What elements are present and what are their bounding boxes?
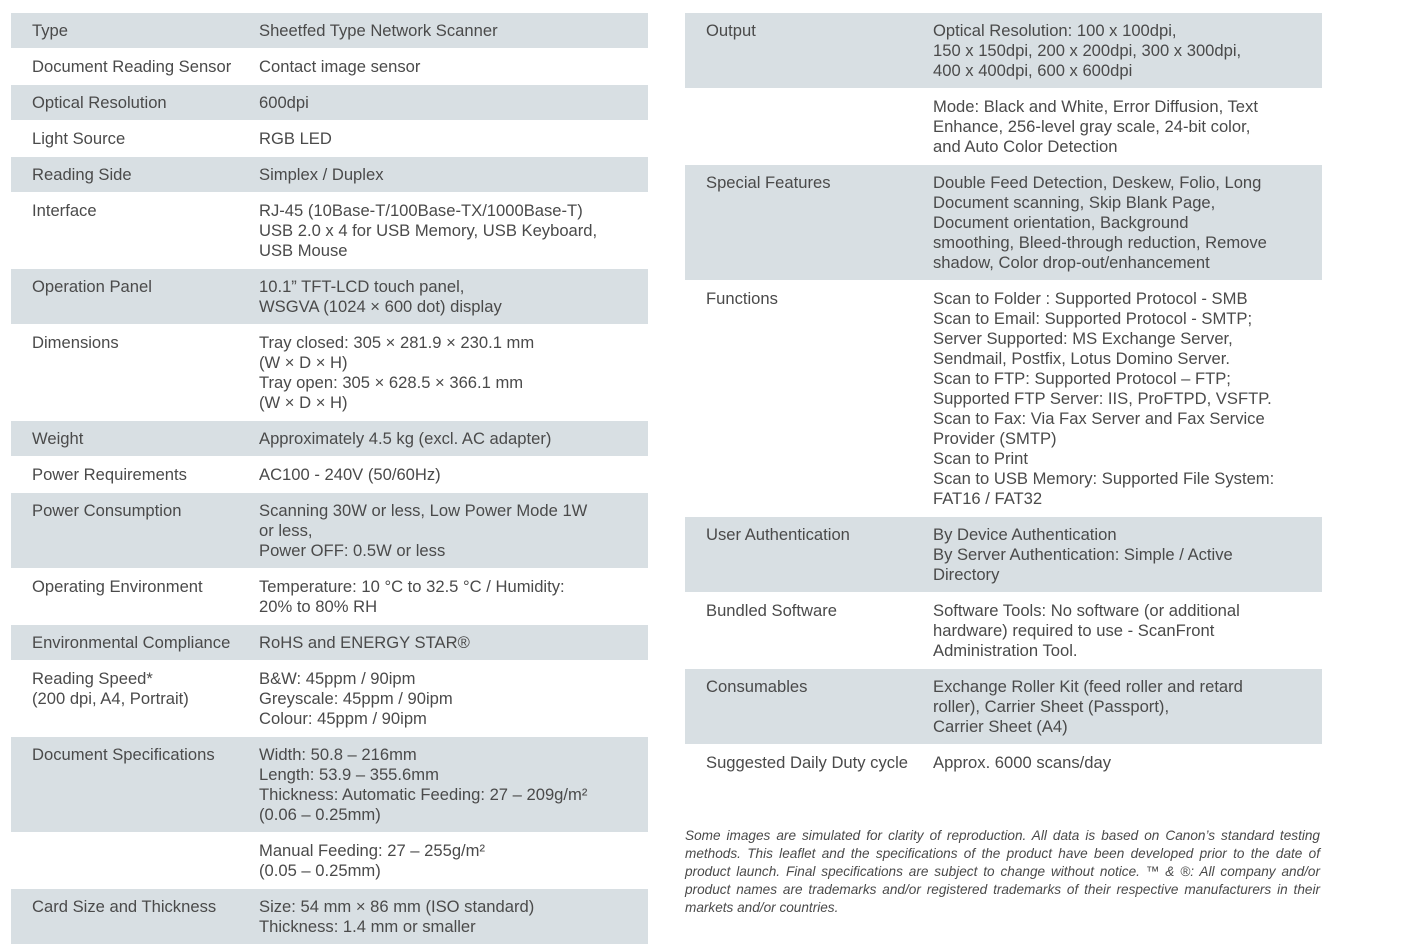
spec-value-line: Contact image sensor — [259, 57, 421, 76]
spec-row — [11, 325, 648, 420]
spec-value-line: B&W: 45ppm / 90ipm — [259, 669, 416, 688]
spec-value-line: Manual Feeding: 27 – 255g/m² — [259, 841, 486, 860]
spec-label-line: Consumables — [706, 677, 808, 696]
spec-row — [685, 745, 1322, 780]
spec-value-line: USB 2.0 x 4 for USB Memory, USB Keyboard, — [259, 221, 598, 240]
disclaimer-footnote: Some images are simulated for clarity of reproduction. All data is based on Canon’s standard testing methods. This leaflet and the specifications of the product have been developed prior to the date of product launch. Final specifications are subject to change without notice. ™ & ®: All company and/or product names are trademarks and/or registered trademarks of their respective manufacturers in their markets and/or countries. — [685, 828, 1320, 915]
spec-row — [11, 569, 648, 624]
spec-value — [933, 525, 1322, 585]
spec-label — [11, 57, 259, 77]
spec-value-line: Power OFF: 0.5W or less — [259, 541, 446, 560]
spec-label-line: Bundled Software — [706, 601, 837, 620]
spec-value-line: Greyscale: 45ppm / 90ipm — [259, 689, 453, 708]
spec-value — [933, 677, 1322, 737]
spec-value — [933, 21, 1322, 81]
spec-label-line: Type — [32, 21, 68, 40]
spec-value-line: Enhance, 256-level gray scale, 24-bit color, — [933, 117, 1251, 136]
spec-label — [11, 745, 259, 825]
spec-label-line: Reading Speed* — [32, 669, 153, 688]
spec-label — [11, 633, 259, 653]
spec-label — [11, 577, 259, 617]
spec-label — [11, 333, 259, 413]
spec-value — [933, 97, 1322, 157]
spec-value-line: By Device Authentication — [933, 525, 1117, 544]
spec-value-line: Software Tools: No software (or additional — [933, 601, 1240, 620]
spec-value-line: Scan to USB Memory: Supported File System: — [933, 469, 1275, 488]
spec-row — [11, 457, 648, 492]
spec-row — [685, 517, 1322, 592]
spec-value-line: Tray closed: 305 × 281.9 × 230.1 mm — [259, 333, 535, 352]
spec-value — [259, 745, 648, 825]
spec-value-line: FAT16 / FAT32 — [933, 489, 1043, 508]
spec-row — [685, 593, 1322, 668]
spec-value-line: RoHS and ENERGY STAR® — [259, 633, 470, 652]
spec-value-line: Directory — [933, 565, 1000, 584]
spec-value-line: Width: 50.8 – 216mm — [259, 745, 417, 764]
spec-label — [685, 753, 933, 773]
spec-value-line: Approximately 4.5 kg (excl. AC adapter) — [259, 429, 552, 448]
spec-value — [259, 165, 648, 185]
spec-value-line: Supported FTP Server: IIS, ProFTPD, VSFTP. — [933, 389, 1272, 408]
spec-value — [259, 465, 648, 485]
spec-value-line: Thickness: 1.4 mm or smaller — [259, 917, 476, 936]
spec-value-line: RGB LED — [259, 129, 332, 148]
spec-label — [11, 21, 259, 41]
spec-value — [933, 173, 1322, 273]
spec-value-line: Scan to Folder : Supported Protocol - SMB — [933, 289, 1248, 308]
spec-value-line: Tray open: 305 × 628.5 × 366.1 mm — [259, 373, 524, 392]
spec-value-line: Optical Resolution: 100 x 100dpi, — [933, 21, 1177, 40]
spec-label — [11, 841, 259, 881]
spec-label — [11, 429, 259, 449]
spec-value — [259, 429, 648, 449]
spec-value-line: 20% to 80% RH — [259, 597, 378, 616]
spec-value-line: Scan to Email: Supported Protocol - SMTP; — [933, 309, 1253, 328]
spec-value-line: Sendmail, Postfix, Lotus Domino Server. — [933, 349, 1230, 368]
spec-value-line: Provider (SMTP) — [933, 429, 1057, 448]
spec-value-line: Temperature: 10 °C to 32.5 °C / Humidity: — [259, 577, 565, 596]
spec-label-line: Optical Resolution — [32, 93, 167, 112]
spec-row — [11, 193, 648, 268]
spec-value — [259, 897, 648, 937]
spec-label — [685, 601, 933, 661]
spec-label-line: Light Source — [32, 129, 126, 148]
spec-value — [259, 93, 648, 113]
spec-value-line: Thickness: Automatic Feeding: 27 – 209g/m² — [259, 785, 588, 804]
spec-row — [11, 121, 648, 156]
spec-value — [259, 57, 648, 77]
spec-value-line: roller), Carrier Sheet (Passport), — [933, 697, 1170, 716]
spec-label-line: Suggested Daily Duty cycle — [706, 753, 908, 772]
spec-label-line: Document Specifications — [32, 745, 215, 764]
spec-value-line: USB Mouse — [259, 241, 348, 260]
spec-row — [11, 493, 648, 568]
spec-value — [259, 841, 648, 881]
spec-value-line: smoothing, Bleed-through reduction, Remove — [933, 233, 1267, 252]
spec-label-line: Reading Side — [32, 165, 132, 184]
spec-label — [11, 129, 259, 149]
spec-value-line: By Server Authentication: Simple / Active — [933, 545, 1233, 564]
spec-label-line: Operating Environment — [32, 577, 203, 596]
spec-value-line: Server Supported: MS Exchange Server, — [933, 329, 1233, 348]
spec-label-line: Environmental Compliance — [32, 633, 231, 652]
spec-row — [11, 661, 648, 736]
spec-value — [259, 633, 648, 653]
spec-row — [11, 85, 648, 120]
spec-row — [685, 281, 1322, 516]
spec-row — [11, 49, 648, 84]
spec-row — [685, 13, 1322, 88]
spec-value — [259, 129, 648, 149]
spec-label — [685, 173, 933, 273]
spec-row — [11, 625, 648, 660]
spec-label — [685, 21, 933, 81]
spec-value-line: Carrier Sheet (A4) — [933, 717, 1068, 736]
spec-value-line: Double Feed Detection, Deskew, Folio, Long — [933, 173, 1262, 192]
spec-value-line: Length: 53.9 – 355.6mm — [259, 765, 439, 784]
spec-value — [933, 289, 1322, 509]
spec-value-line: or less, — [259, 521, 313, 540]
spec-label — [11, 93, 259, 113]
spec-value-line: Size: 54 mm × 86 mm (ISO standard) — [259, 897, 535, 916]
spec-label-line: (200 dpi, A4, Portrait) — [32, 689, 189, 708]
spec-value-line: Document scanning, Skip Blank Page, — [933, 193, 1216, 212]
spec-label-line: Output — [706, 21, 756, 40]
spec-label — [685, 97, 933, 157]
spec-value — [259, 21, 648, 41]
spec-label-line: Card Size and Thickness — [32, 897, 217, 916]
spec-value — [259, 333, 648, 413]
spec-value-line: 600dpi — [259, 93, 309, 112]
spec-label — [11, 669, 259, 729]
spec-value-line: (W × D × H) — [259, 353, 348, 372]
spec-value-line: AC100 - 240V (50/60Hz) — [259, 465, 441, 484]
spec-label-line: Special Features — [706, 173, 831, 192]
spec-value-line: Scan to Fax: Via Fax Server and Fax Service — [933, 409, 1265, 428]
spec-value-line: Approx. 6000 scans/day — [933, 753, 1112, 772]
spec-row — [11, 421, 648, 456]
spec-value — [259, 201, 648, 261]
spec-row — [11, 269, 648, 324]
spec-label — [11, 465, 259, 485]
spec-value-line: RJ-45 (10Base-T/100Base-TX/1000Base-T) — [259, 201, 583, 220]
spec-value-line: 150 x 150dpi, 200 x 200dpi, 300 x 300dpi, — [933, 41, 1242, 60]
spec-label — [11, 201, 259, 261]
spec-label — [11, 277, 259, 317]
spec-label-line: Interface — [32, 201, 97, 220]
spec-row — [685, 669, 1322, 744]
spec-label-line: Dimensions — [32, 333, 119, 352]
spec-value-line: and Auto Color Detection — [933, 137, 1118, 156]
spec-value-line: Sheetfed Type Network Scanner — [259, 21, 498, 40]
spec-value — [933, 601, 1322, 661]
spec-value-line: Scan to FTP: Supported Protocol – FTP; — [933, 369, 1231, 388]
spec-value — [259, 277, 648, 317]
spec-value-line: 10.1” TFT-LCD touch panel, — [259, 277, 465, 296]
spec-row — [11, 737, 648, 832]
spec-table-right — [685, 13, 1322, 781]
spec-value-line: shadow, Color drop-out/enhancement — [933, 253, 1210, 272]
spec-label-line: Power Requirements — [32, 465, 187, 484]
spec-value-line: Document orientation, Background — [933, 213, 1189, 232]
spec-value-line: Mode: Black and White, Error Diffusion, Text — [933, 97, 1258, 116]
spec-value — [933, 753, 1322, 773]
spec-label-line: Operation Panel — [32, 277, 152, 296]
spec-label — [685, 289, 933, 509]
spec-value-line: Scan to Print — [933, 449, 1029, 468]
spec-row — [685, 165, 1322, 280]
spec-value-line: (0.06 – 0.25mm) — [259, 805, 381, 824]
spec-value-line: Exchange Roller Kit (feed roller and retard — [933, 677, 1243, 696]
spec-value-line: Scanning 30W or less, Low Power Mode 1W — [259, 501, 588, 520]
spec-label-line: Power Consumption — [32, 501, 182, 520]
spec-row — [11, 889, 648, 944]
spec-value-line: Colour: 45ppm / 90ipm — [259, 709, 427, 728]
spec-value-line: (W × D × H) — [259, 393, 348, 412]
spec-label — [685, 677, 933, 737]
spec-label — [11, 897, 259, 937]
spec-value-line: hardware) required to use - ScanFront — [933, 621, 1215, 640]
spec-value — [259, 501, 648, 561]
spec-value-line: (0.05 – 0.25mm) — [259, 861, 381, 880]
spec-value — [259, 577, 648, 617]
spec-value — [259, 669, 648, 729]
spec-value-line: Simplex / Duplex — [259, 165, 384, 184]
spec-row — [11, 833, 648, 888]
spec-label — [685, 525, 933, 585]
spec-value-line: Administration Tool. — [933, 641, 1078, 660]
spec-label-line: User Authentication — [706, 525, 850, 544]
spec-label — [11, 501, 259, 561]
spec-row — [11, 157, 648, 192]
spec-value-line: WSGVA (1024 × 600 dot) display — [259, 297, 502, 316]
spec-row — [685, 89, 1322, 164]
spec-value-line: 400 x 400dpi, 600 x 600dpi — [933, 61, 1133, 80]
spec-table-left — [11, 13, 648, 945]
spec-label-line: Document Reading Sensor — [32, 57, 232, 76]
spec-label-line: Functions — [706, 289, 778, 308]
spec-label-line: Weight — [32, 429, 84, 448]
spec-label — [11, 165, 259, 185]
spec-row — [11, 13, 648, 48]
